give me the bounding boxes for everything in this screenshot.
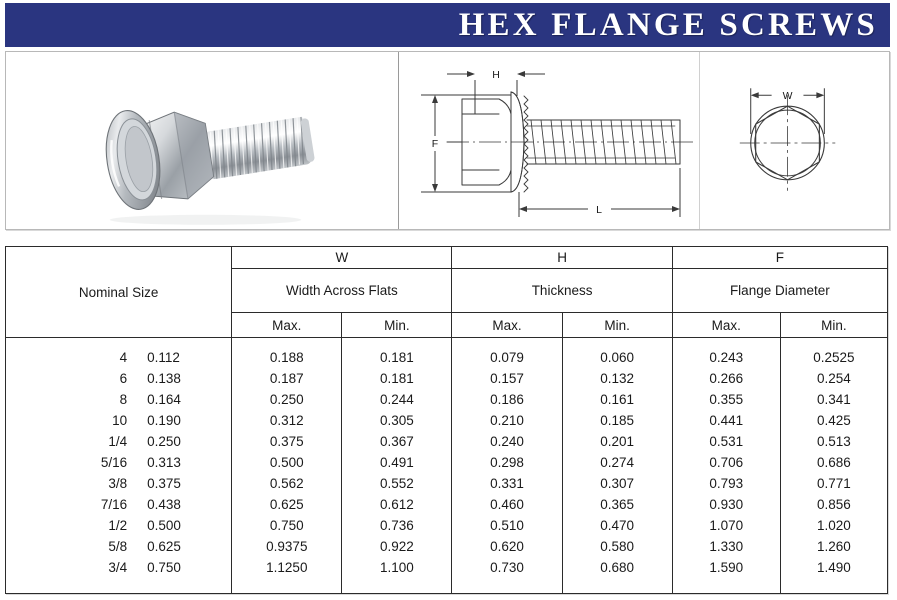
nominal-decimal-value: 0.138 (147, 371, 181, 386)
top-view-cell (699, 52, 889, 229)
table-cell-value: 0.307 (600, 476, 635, 491)
table-cell-value: 0.750 (269, 518, 304, 533)
nominal-size-value: 5/8 (108, 539, 128, 554)
nominal-decimal-value: 0.375 (147, 476, 181, 491)
table-cell-value: 0.470 (600, 518, 635, 533)
table-cell-value: 0.201 (600, 434, 635, 449)
table-cell-value: 0.185 (600, 413, 635, 428)
nominal-size-row (6, 347, 231, 368)
header-group-letter-f: F (672, 247, 887, 269)
table-cell-value: 0.254 (817, 371, 851, 386)
table-cell-value: 0.331 (490, 476, 524, 491)
table-cell-value: 0.580 (600, 539, 635, 554)
nominal-decimal-value: 0.164 (147, 392, 181, 407)
table-cell-value: 0.181 (380, 371, 414, 386)
table-cell-value: 0.240 (490, 434, 524, 449)
nominal-size-value: 1/4 (108, 434, 128, 449)
table-header (6, 247, 888, 338)
nominal-size-row (6, 557, 231, 578)
cell-f-max (672, 338, 780, 594)
nominal-size-row (6, 494, 231, 515)
table-cell-value: 0.132 (600, 371, 635, 386)
nominal-decimal-value: 0.750 (147, 560, 181, 575)
figure-panel (5, 51, 890, 230)
nominal-size-value: 4 (119, 350, 128, 365)
specifications-table (5, 246, 888, 594)
nominal-size-value: 3/8 (108, 476, 128, 491)
table-cell-value: 0.298 (490, 455, 524, 470)
cell-f-min (780, 338, 887, 594)
table-cell-value: 0.305 (380, 413, 414, 428)
nominal-size-row (6, 452, 231, 473)
table-cell-value: 1.1250 (266, 560, 308, 575)
table-cell-value: 0.341 (817, 392, 851, 407)
table-cell-value: 0.274 (600, 455, 635, 470)
table-cell-value: 1.490 (817, 560, 851, 575)
nominal-size-row (6, 536, 231, 557)
table-cell-value: 0.250 (269, 392, 304, 407)
header-group-desc-f: Flange Diameter (672, 269, 887, 313)
table-cell-value: 0.365 (600, 497, 635, 512)
nominal-decimal-value: 0.313 (147, 455, 181, 470)
table-cell-value: 0.625 (269, 497, 304, 512)
nominal-size-value: 7/16 (100, 497, 128, 512)
table-cell-value: 0.922 (380, 539, 414, 554)
header-group-letter-w: W (232, 247, 452, 269)
table-cell-value: 0.793 (709, 476, 744, 491)
nominal-decimal-value: 0.112 (147, 350, 180, 365)
table-cell-value: 1.330 (709, 539, 744, 554)
nominal-decimal-value: 0.250 (147, 434, 181, 449)
table-cell-value: 0.706 (709, 455, 744, 470)
side-view-cell (399, 52, 699, 229)
title-banner (5, 3, 890, 47)
table-cell-value: 1.020 (817, 518, 851, 533)
table-cell-value: 0.375 (269, 434, 304, 449)
table-cell-value: 0.562 (269, 476, 304, 491)
table-body (6, 338, 888, 594)
dimension-label-f: F (431, 138, 439, 150)
page-title: HEX FLANGE SCREWS (458, 6, 878, 43)
nominal-size-value: 5/16 (100, 455, 128, 470)
table-cell-value: 0.188 (269, 350, 304, 365)
cell-nominal-sizes (6, 338, 232, 594)
dimension-label-l: L (596, 204, 602, 216)
cell-h-max (452, 338, 562, 594)
table-cell-value: 0.930 (709, 497, 744, 512)
header-f-min: Min. (780, 313, 887, 338)
hex-flange-screw-photo (6, 52, 398, 229)
table-cell-value: 0.186 (490, 392, 524, 407)
header-h-max: Max. (452, 313, 562, 338)
nominal-size-row (6, 473, 231, 494)
table-cell-value: 0.771 (817, 476, 851, 491)
header-group-desc-h: Thickness (452, 269, 672, 313)
cell-w-max (232, 338, 342, 594)
nominal-size-row (6, 389, 231, 410)
header-group-desc-w: Width Across Flats (232, 269, 452, 313)
table-cell-value: 1.260 (817, 539, 851, 554)
table-cell-value: 0.680 (600, 560, 635, 575)
table-cell-value: 0.9375 (266, 539, 308, 554)
nominal-size-row (6, 368, 231, 389)
table-cell-value: 0.161 (600, 392, 635, 407)
header-h-min: Min. (562, 313, 672, 338)
table-cell-value: 0.531 (709, 434, 744, 449)
screw-top-view-drawing (700, 52, 889, 229)
table-cell-value: 0.187 (269, 371, 304, 386)
table-cell-value: 0.079 (490, 350, 524, 365)
header-w-max: Max. (232, 313, 342, 338)
table-cell-value: 0.157 (490, 371, 524, 386)
header-row-letters (6, 247, 888, 269)
table-cell-value: 0.491 (380, 455, 414, 470)
nominal-size-value: 1/2 (108, 518, 128, 533)
table-cell-value: 0.500 (269, 455, 304, 470)
cell-h-min (562, 338, 672, 594)
nominal-decimal-value: 0.500 (147, 518, 181, 533)
table-cell-value: 0.513 (817, 434, 851, 449)
table-data-row (6, 338, 888, 594)
dimension-label-h: H (492, 69, 500, 81)
table-cell-value: 0.686 (817, 455, 851, 470)
table-cell-value: 0.730 (490, 560, 524, 575)
table-cell-value: 0.425 (817, 413, 851, 428)
cell-w-min (342, 338, 452, 594)
table-cell-value: 0.266 (709, 371, 744, 386)
table-cell-value: 1.070 (709, 518, 744, 533)
screw-side-view-drawing (399, 52, 699, 229)
nominal-decimal-value: 0.625 (147, 539, 181, 554)
table-cell-value: 0.181 (380, 350, 414, 365)
table-cell-value: 0.367 (380, 434, 414, 449)
table-cell-value: 0.2525 (813, 350, 855, 365)
nominal-decimal-value: 0.190 (147, 413, 181, 428)
table-cell-value: 1.590 (709, 560, 744, 575)
nominal-size-row (6, 431, 231, 452)
nominal-size-value: 3/4 (108, 560, 128, 575)
table-cell-value: 0.060 (600, 350, 635, 365)
table-cell-value: 0.736 (380, 518, 414, 533)
table-cell-value: 0.552 (380, 476, 414, 491)
table-cell-value: 1.100 (380, 560, 414, 575)
header-w-min: Min. (342, 313, 452, 338)
header-nominal-size: Nominal Size (6, 247, 232, 338)
nominal-size-row (6, 410, 231, 431)
nominal-decimal-value: 0.438 (147, 497, 181, 512)
nominal-size-value: 10 (112, 413, 128, 428)
table-cell-value: 0.460 (490, 497, 524, 512)
product-photo-cell (6, 52, 399, 229)
table-cell-value: 0.441 (709, 413, 744, 428)
header-group-letter-h: H (452, 247, 672, 269)
dimension-label-w: W (782, 91, 793, 103)
nominal-size-value: 6 (119, 371, 128, 386)
table-cell-value: 0.510 (490, 518, 524, 533)
table-cell-value: 0.355 (709, 392, 744, 407)
table-cell-value: 0.856 (817, 497, 851, 512)
table-cell-value: 0.243 (709, 350, 744, 365)
table-cell-value: 0.620 (490, 539, 524, 554)
nominal-size-row (6, 515, 231, 536)
nominal-size-value: 8 (119, 392, 128, 407)
nominal-size-list (6, 347, 231, 578)
header-f-max: Max. (672, 313, 780, 338)
table-cell-value: 0.312 (269, 413, 304, 428)
table-cell-value: 0.210 (490, 413, 524, 428)
table-cell-value: 0.244 (380, 392, 414, 407)
table-cell-value: 0.612 (380, 497, 414, 512)
